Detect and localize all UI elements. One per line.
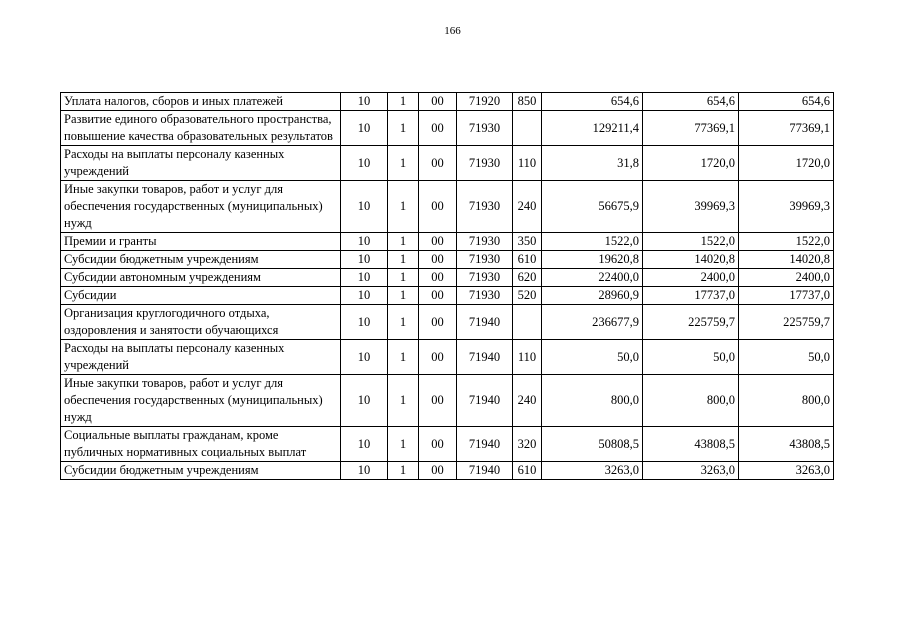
col-expense-type <box>513 305 542 340</box>
table-row <box>61 375 834 427</box>
col-value-2: 17737,0 <box>643 287 739 305</box>
col-target: 71940 <box>457 340 513 375</box>
col-value-3: 14020,8 <box>739 251 834 269</box>
col-program: 00 <box>419 375 457 427</box>
col-program: 00 <box>419 181 457 233</box>
row-name: Развитие единого образовательного пространства, повышение качества образовательных результатов <box>61 111 341 146</box>
col-section: 10 <box>341 427 388 462</box>
col-value-3: 2400,0 <box>739 269 834 287</box>
row-name: Субсидии <box>61 287 341 305</box>
col-value-2: 43808,5 <box>643 427 739 462</box>
col-value-2: 1522,0 <box>643 233 739 251</box>
row-name: Премии и гранты <box>61 233 341 251</box>
col-value-1: 19620,8 <box>542 251 643 269</box>
col-value-2: 3263,0 <box>643 462 739 480</box>
col-value-2: 50,0 <box>643 340 739 375</box>
col-program: 00 <box>419 111 457 146</box>
col-subsection: 1 <box>388 269 419 287</box>
col-expense-type: 520 <box>513 287 542 305</box>
col-value-2: 14020,8 <box>643 251 739 269</box>
col-value-1: 800,0 <box>542 375 643 427</box>
col-value-3: 800,0 <box>739 375 834 427</box>
row-name: Уплата налогов, сборов и иных платежей <box>61 93 341 111</box>
col-program: 00 <box>419 427 457 462</box>
row-name: Субсидии бюджетным учреждениям <box>61 462 341 480</box>
col-section: 10 <box>341 111 388 146</box>
col-section: 10 <box>341 375 388 427</box>
col-value-1: 50,0 <box>542 340 643 375</box>
col-value-1: 28960,9 <box>542 287 643 305</box>
col-section: 10 <box>341 181 388 233</box>
col-value-3: 77369,1 <box>739 111 834 146</box>
col-target: 71930 <box>457 146 513 181</box>
col-subsection: 1 <box>388 146 419 181</box>
row-name: Субсидии автономным учреждениям <box>61 269 341 287</box>
col-section: 10 <box>341 233 388 251</box>
col-target: 71940 <box>457 462 513 480</box>
col-subsection: 1 <box>388 93 419 111</box>
col-section: 10 <box>341 251 388 269</box>
table-row <box>61 340 834 375</box>
col-target: 71930 <box>457 181 513 233</box>
col-expense-type: 850 <box>513 93 542 111</box>
table-row <box>61 305 834 340</box>
col-value-3: 50,0 <box>739 340 834 375</box>
col-expense-type: 320 <box>513 427 542 462</box>
table-row <box>61 233 834 251</box>
col-expense-type: 620 <box>513 269 542 287</box>
col-expense-type: 610 <box>513 462 542 480</box>
col-target: 71940 <box>457 375 513 427</box>
col-section: 10 <box>341 340 388 375</box>
col-expense-type <box>513 111 542 146</box>
col-expense-type: 350 <box>513 233 542 251</box>
col-expense-type: 240 <box>513 375 542 427</box>
row-name: Иные закупки товаров, работ и услуг для обеспечения государственных (муниципальных) нужд <box>61 375 341 427</box>
col-program: 00 <box>419 305 457 340</box>
col-target: 71930 <box>457 269 513 287</box>
col-section: 10 <box>341 287 388 305</box>
col-program: 00 <box>419 340 457 375</box>
col-value-1: 236677,9 <box>542 305 643 340</box>
col-value-2: 39969,3 <box>643 181 739 233</box>
col-value-1: 50808,5 <box>542 427 643 462</box>
table-row <box>61 146 834 181</box>
col-program: 00 <box>419 251 457 269</box>
budget-table <box>60 92 834 480</box>
table-row <box>61 462 834 480</box>
row-name: Иные закупки товаров, работ и услуг для обеспечения государственных (муниципальных) нужд <box>61 181 341 233</box>
col-program: 00 <box>419 462 457 480</box>
col-value-3: 43808,5 <box>739 427 834 462</box>
table-row <box>61 427 834 462</box>
col-section: 10 <box>341 146 388 181</box>
table-row <box>61 93 834 111</box>
col-subsection: 1 <box>388 111 419 146</box>
col-program: 00 <box>419 146 457 181</box>
col-value-1: 22400,0 <box>542 269 643 287</box>
table-row <box>61 269 834 287</box>
col-section: 10 <box>341 269 388 287</box>
col-value-3: 654,6 <box>739 93 834 111</box>
col-target: 71930 <box>457 233 513 251</box>
col-expense-type: 110 <box>513 340 542 375</box>
col-value-1: 3263,0 <box>542 462 643 480</box>
col-subsection: 1 <box>388 375 419 427</box>
table-row <box>61 111 834 146</box>
col-value-2: 2400,0 <box>643 269 739 287</box>
col-value-2: 77369,1 <box>643 111 739 146</box>
col-expense-type: 240 <box>513 181 542 233</box>
col-value-1: 654,6 <box>542 93 643 111</box>
col-expense-type: 110 <box>513 146 542 181</box>
col-section: 10 <box>341 93 388 111</box>
col-value-1: 56675,9 <box>542 181 643 233</box>
col-value-3: 17737,0 <box>739 287 834 305</box>
col-subsection: 1 <box>388 305 419 340</box>
col-value-3: 1720,0 <box>739 146 834 181</box>
col-target: 71930 <box>457 111 513 146</box>
col-target: 71930 <box>457 251 513 269</box>
col-target: 71930 <box>457 287 513 305</box>
col-value-3: 1522,0 <box>739 233 834 251</box>
col-expense-type: 610 <box>513 251 542 269</box>
col-subsection: 1 <box>388 287 419 305</box>
col-value-1: 1522,0 <box>542 233 643 251</box>
col-value-2: 225759,7 <box>643 305 739 340</box>
table-row <box>61 251 834 269</box>
col-subsection: 1 <box>388 462 419 480</box>
col-subsection: 1 <box>388 233 419 251</box>
col-value-1: 31,8 <box>542 146 643 181</box>
table-row <box>61 181 834 233</box>
col-subsection: 1 <box>388 340 419 375</box>
row-name: Организация круглогодичного отдыха, оздоровления и занятости обучающихся <box>61 305 341 340</box>
col-section: 10 <box>341 305 388 340</box>
table-body <box>61 93 834 480</box>
row-name: Расходы на выплаты персоналу казенных учреждений <box>61 146 341 181</box>
col-value-2: 1720,0 <box>643 146 739 181</box>
row-name: Субсидии бюджетным учреждениям <box>61 251 341 269</box>
col-program: 00 <box>419 233 457 251</box>
col-program: 00 <box>419 93 457 111</box>
col-subsection: 1 <box>388 427 419 462</box>
col-value-2: 800,0 <box>643 375 739 427</box>
col-target: 71940 <box>457 427 513 462</box>
col-target: 71920 <box>457 93 513 111</box>
page-number: 166 <box>444 25 461 37</box>
col-value-2: 654,6 <box>643 93 739 111</box>
col-subsection: 1 <box>388 251 419 269</box>
col-value-3: 3263,0 <box>739 462 834 480</box>
col-target: 71940 <box>457 305 513 340</box>
col-section: 10 <box>341 462 388 480</box>
table-row <box>61 287 834 305</box>
col-value-3: 39969,3 <box>739 181 834 233</box>
col-program: 00 <box>419 269 457 287</box>
row-name: Социальные выплаты гражданам, кроме публичных нормативных социальных выплат <box>61 427 341 462</box>
col-program: 00 <box>419 287 457 305</box>
col-value-1: 129211,4 <box>542 111 643 146</box>
col-subsection: 1 <box>388 181 419 233</box>
row-name: Расходы на выплаты персоналу казенных учреждений <box>61 340 341 375</box>
col-value-3: 225759,7 <box>739 305 834 340</box>
